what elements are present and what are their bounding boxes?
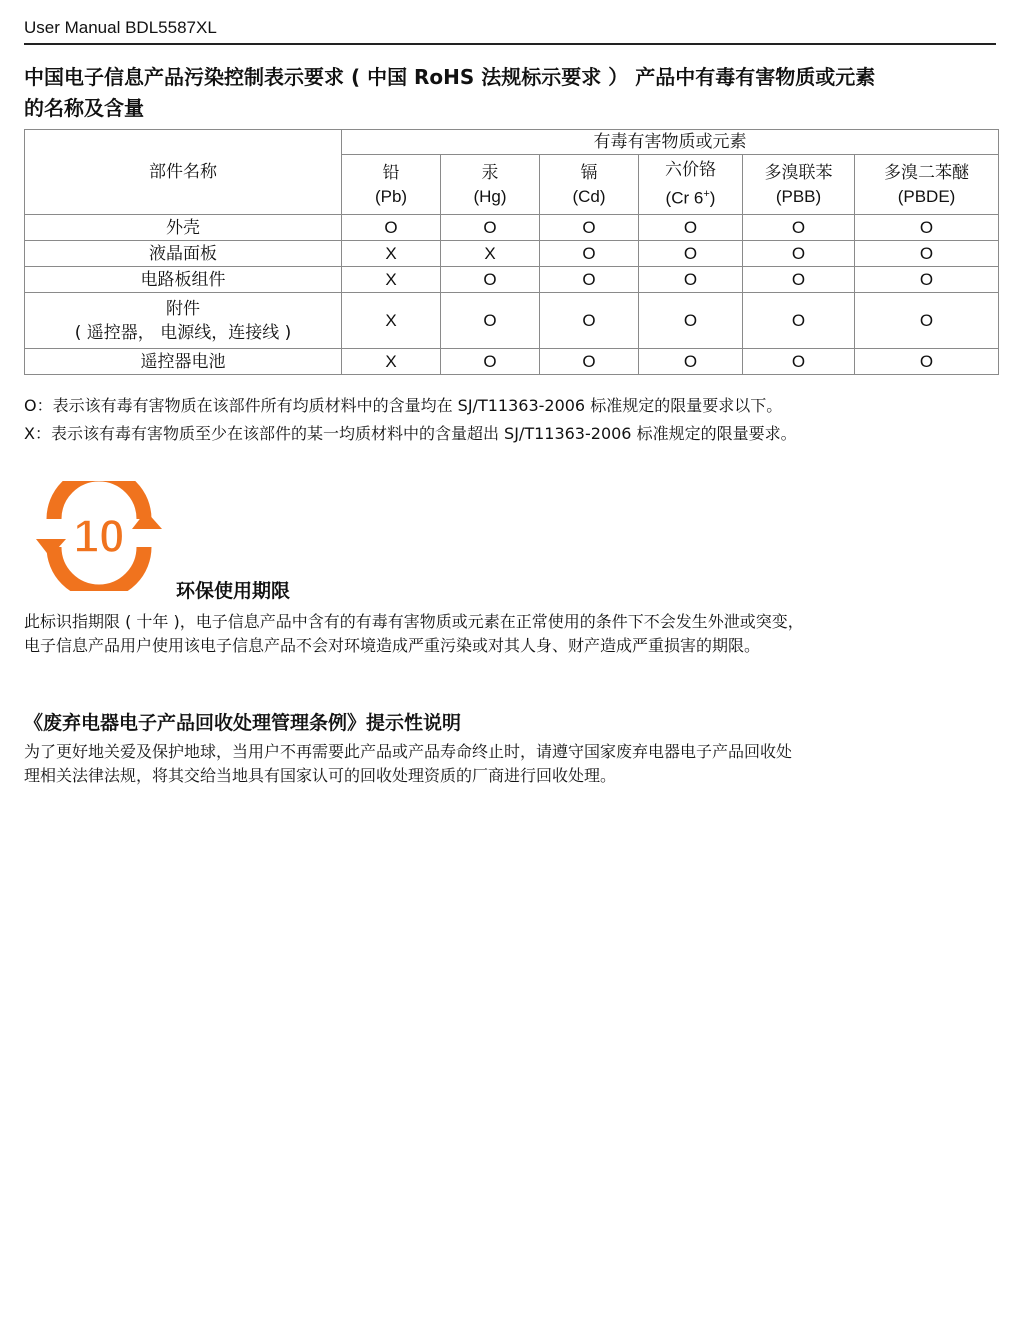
title-line-2: 的名称及含量 [24,96,144,120]
substances-group-header: 有毒有害物质或元素 [342,130,999,155]
recycle-text: 为了更好地关爱及保护地球，当用户不再需要此产品或产品寿命终止时，请遵守国家废弃电器电子产品回收处 理相关法律法规，将其交给当地具有国家认可的回收处理资质的厂商进行回收处理。 [24,742,793,785]
part-name: 液晶面板 [25,241,342,267]
cell-cd: O [540,349,639,375]
part-name: 附件 ( 遥控器， 电源线，连接线 ) [25,293,342,349]
cell-cr6: O [639,267,743,293]
cell-hg: O [441,215,540,241]
cell-hg: X [441,241,540,267]
cell-hg: O [441,349,540,375]
part-name: 遥控器电池 [25,349,342,375]
cell-pbde: O [855,293,999,349]
cell-pb: O [342,215,441,241]
cell-cr6: O [639,349,743,375]
epup-10-logo-icon [36,481,162,591]
cell-cr6: O [639,241,743,267]
legend-notes [24,392,1004,448]
table-row [25,215,999,241]
cell-pbb: O [743,349,855,375]
substance-header-pbde: 多溴二苯醚 (PBDE) [855,155,999,215]
substance-header-cd: 镉 (Cd) [540,155,639,215]
table-row [25,241,999,267]
epup-logo-graphic [36,481,162,591]
cell-pbb: O [743,267,855,293]
substance-header-hg: 汞 (Hg) [441,155,540,215]
cell-cd: O [540,293,639,349]
cell-pb: X [342,293,441,349]
substance-header-pb: 铅 (Pb) [342,155,441,215]
recycle-title: 《废弃电器电子产品回收处理管理条例》提示性说明 [24,712,462,734]
cell-pb: X [342,241,441,267]
logo-number: 10 [73,510,125,562]
table-row [25,267,999,293]
epup-title: 环保使用期限 [176,580,291,602]
cell-cr6: O [639,215,743,241]
cell-cr6: O [639,293,743,349]
part-name-header: 部件名称 [25,130,342,215]
cell-hg: O [441,293,540,349]
page-title [24,62,999,124]
cell-pb: X [342,349,441,375]
part-name: 电路板组件 [25,267,342,293]
page-header [24,18,996,45]
cell-pbde: O [855,267,999,293]
cell-cd: O [540,241,639,267]
cell-pbde: O [855,349,999,375]
header-text: User Manual BDL5587XL [24,18,217,37]
substance-header-cr6: 六价铬 (Cr 6+) [639,155,743,215]
part-name: 外壳 [25,215,342,241]
note-x: X：表示该有毒有害物质至少在该部件的某一均质材料中的含量超出 SJ/T11363-2006 标准规定的限量要求。 [24,424,797,443]
table-row [25,349,999,375]
substance-header-pbb: 多溴联苯 (PBB) [743,155,855,215]
note-o: O：表示该有毒有害物质在该部件所有均质材料中的含量均在 SJ/T11363-2006 标准规定的限量要求以下。 [24,396,783,415]
title-line-1: 中国电子信息产品污染控制表示要求 ( 中国 RoHS 法规标示要求 ） 产品中有毒有害物质或元素 [24,65,876,89]
cell-pbb: O [743,241,855,267]
cell-cd: O [540,267,639,293]
cell-cd: O [540,215,639,241]
table-row [25,293,999,349]
cell-pbb: O [743,293,855,349]
cell-pbde: O [855,215,999,241]
hazardous-substances-table [24,129,999,375]
cell-pbde: O [855,241,999,267]
cell-pb: X [342,267,441,293]
cell-pbb: O [743,215,855,241]
cell-hg: O [441,267,540,293]
epup-text: 此标识指期限 ( 十年 )，电子信息产品中含有的有毒有害物质或元素在正常使用的条件下不会发生外泄或突变， 电子信息产品用户使用该电子信息产品不会对环境造成严重污染或对其人身、财产造成严重损害的期限。 [24,612,804,655]
